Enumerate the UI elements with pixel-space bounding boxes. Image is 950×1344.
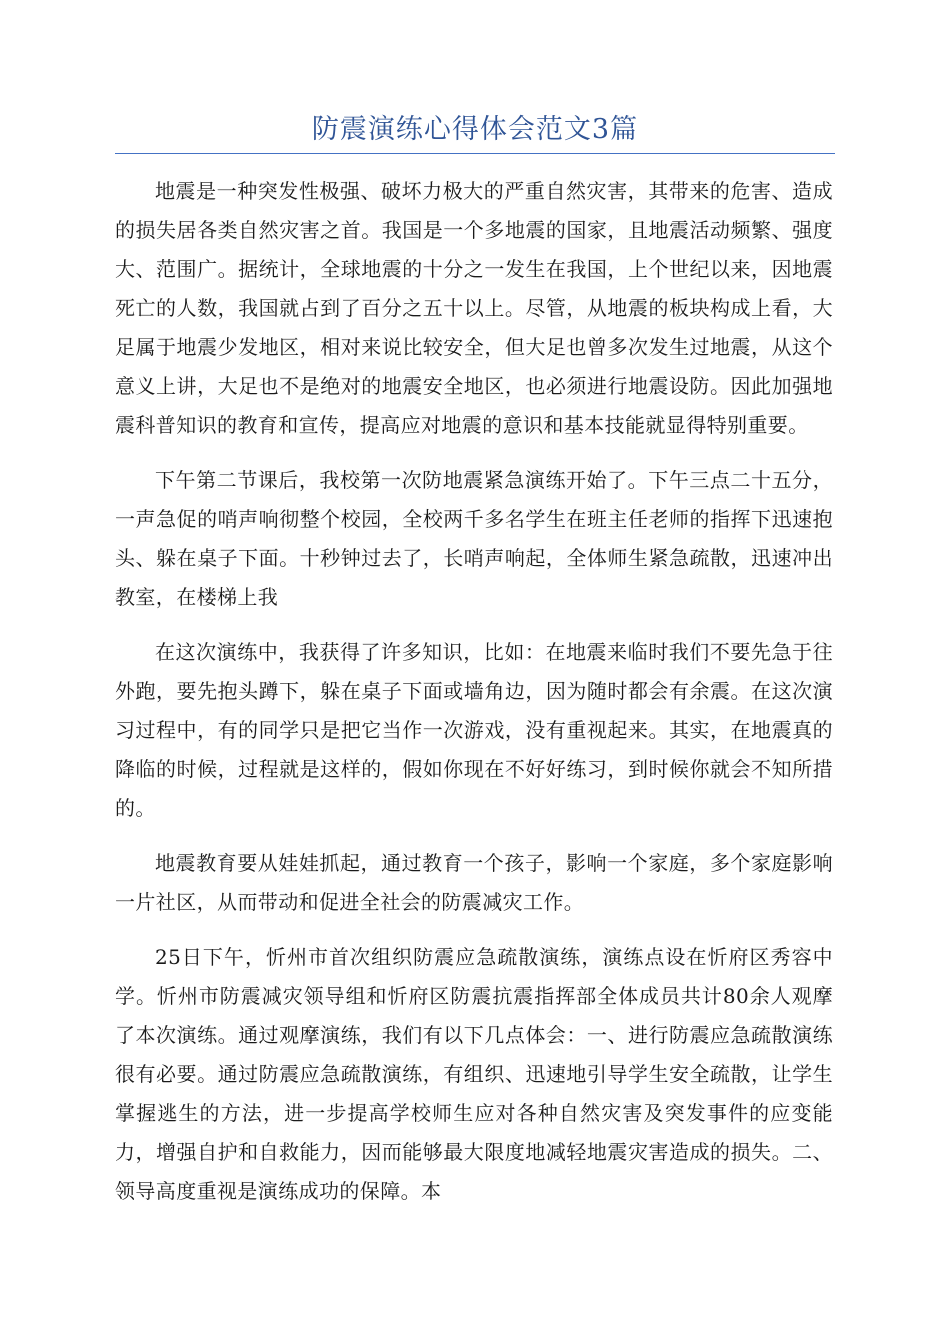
title-underline xyxy=(115,153,835,154)
paragraph: 地震是一种突发性极强、破坏力极大的严重自然灾害，其带来的危害、造成的损失居各类自然灾害之首。我国是一个多地震的国家，且地震活动频繁、强度大、范围广。据统计，全球地震的十分之一发生在我国，上个世纪以来，因地震死亡的人数，我国就占到了百分之五十以上。尽管，从地震的板块构成上看，大足属于地震少发地区，相对来说比较安全，但大足也曾多次发生过地震，从这个意义上讲，大足也不是绝对的地震安全地区，也必须进行地震设防。因此加强地震科普知识的教育和宣传，提高应对地震的意识和基本技能就显得特别重要。 xyxy=(115,179,833,437)
paragraph: 在这次演练中，我获得了许多知识，比如：在地震来临时我们不要先急于往外跑，要先抱头蹲下，躲在桌子下面或墙角边，因为随时都会有余震。在这次演习过程中，有的同学只是把它当作一次游戏，没有重视起来。其实，在地震真的降临的时候，过程就是这样的，假如你现在不好好练习，到时候你就会不知所措的。 xyxy=(115,640,833,820)
document-body xyxy=(115,172,833,1227)
paragraph: 下午第二节课后，我校第一次防地震紧急演练开始了。下午三点二十五分，一声急促的哨声响彻整个校园，全校两千多名学生在班主任老师的指挥下迅速抱头、躲在桌子下面。十秒钟过去了，长哨声响起，全体师生紧急疏散，迅速冲出教室，在楼梯上我 xyxy=(115,468,833,609)
document-title: 防震演练心得体会范文3篇 xyxy=(311,114,639,145)
paragraph: 地震教育要从娃娃抓起，通过教育一个孩子，影响一个家庭，多个家庭影响一片社区，从而带动和促进全社会的防震减灾工作。 xyxy=(115,851,833,914)
paragraph: 25日下午，忻州市首次组织防震应急疏散演练，演练点设在忻府区秀容中学。忻州市防震减灾领导组和忻府区防震抗震指挥部全体成员共计80余人观摩了本次演练。通过观摩演练，我们有以下几点体会：一、进行防震应急疏散演练很有必要。通过防震应急疏散演练，有组织、迅速地引导学生安全疏散，让学生掌握逃生的方法，进一步提高学校师生应对各种自然灾害及突发事件的应变能力，增强自护和自救能力，因而能够最大限度地减轻地震灾害造成的损失。二、领导高度重视是演练成功的保障。本 xyxy=(115,945,833,1203)
